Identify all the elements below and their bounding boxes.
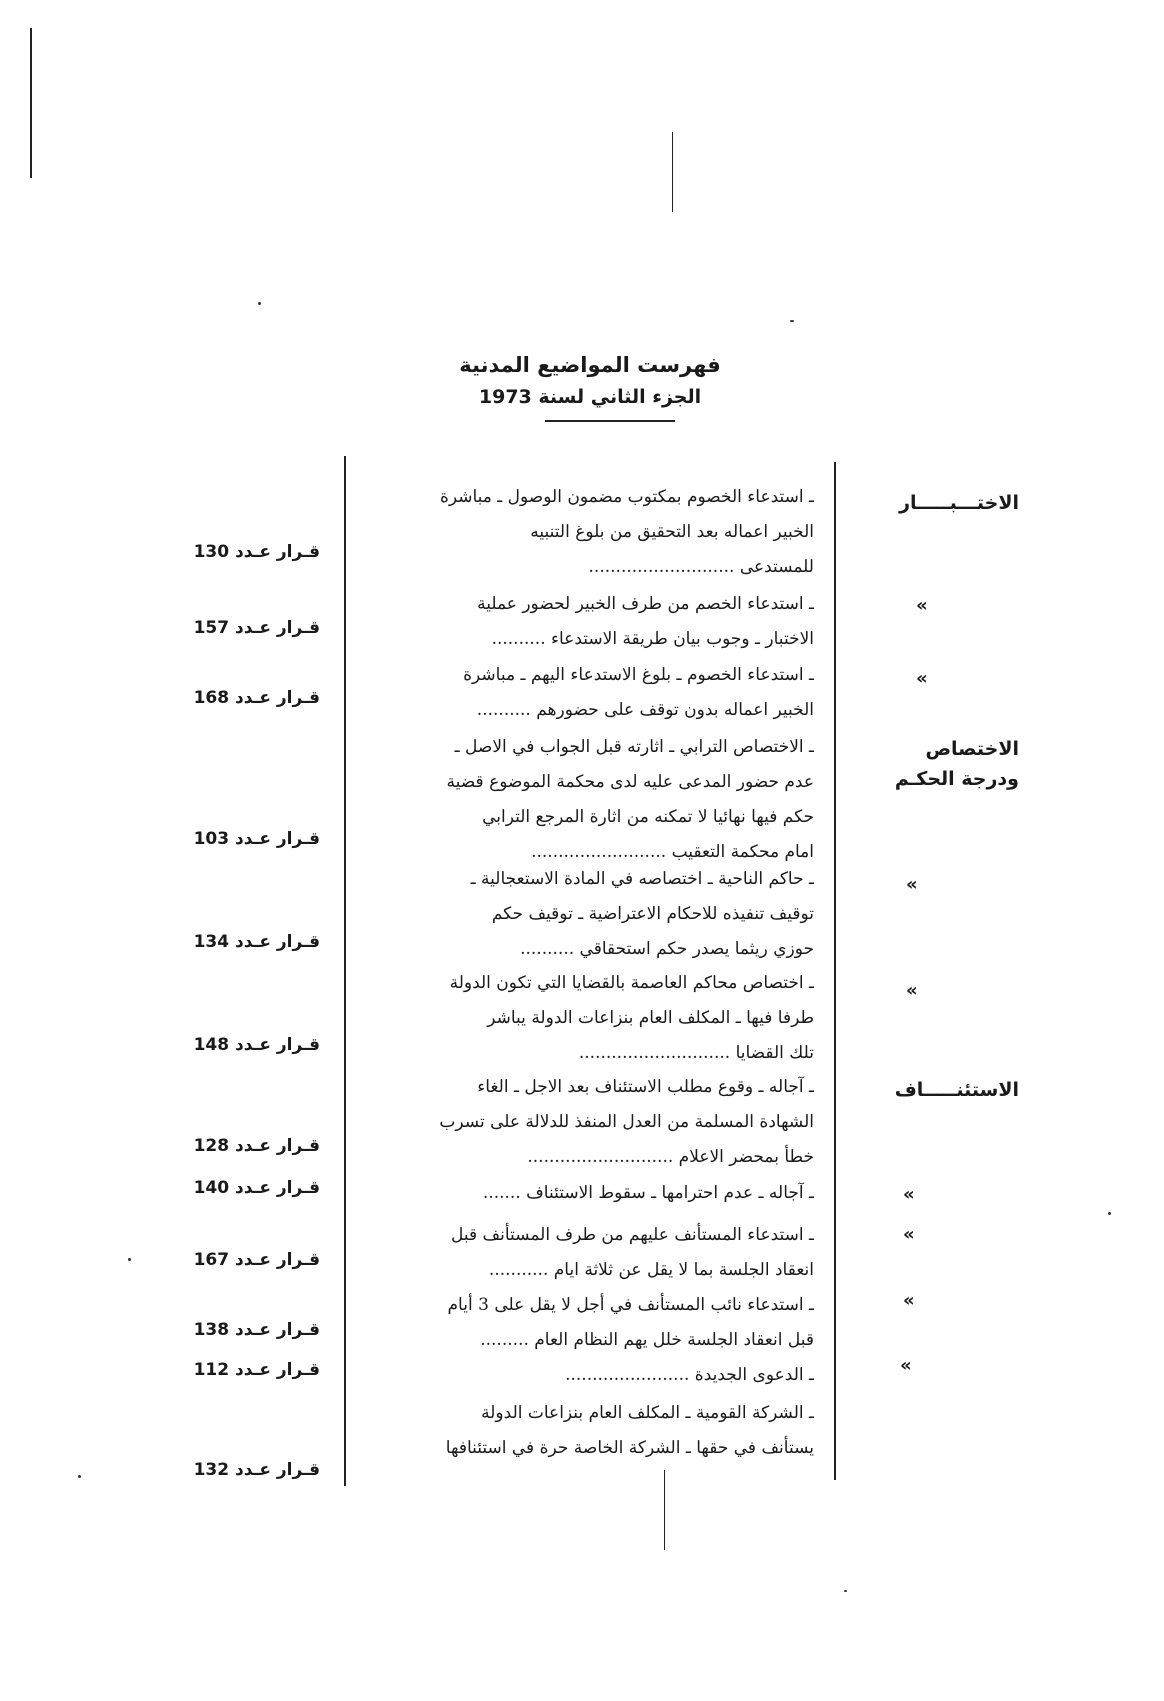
entry-line: انعقاد الجلسة بما لا يقل عن ثلاثة ايام ........... bbox=[488, 1260, 814, 1280]
ditto-mark: » bbox=[916, 668, 928, 689]
scan-speck bbox=[1108, 1212, 1111, 1215]
entry-line: الخبير اعماله بدون توقف على حضورهم .......... bbox=[476, 700, 814, 720]
decision-reference: قـرار عـدد 112 bbox=[193, 1360, 320, 1380]
entry-line: ـ الدعوى الجديدة ....................... bbox=[565, 1365, 814, 1385]
scan-speck bbox=[258, 302, 261, 305]
scan-speck bbox=[78, 1475, 81, 1478]
ditto-mark: » bbox=[906, 874, 918, 895]
decision-reference: قـرار عـدد 138 bbox=[193, 1320, 320, 1340]
entry-line: حكم فيها نهائيا لا تمكنه من اثارة المرجع الترابي bbox=[482, 807, 814, 827]
decision-reference: قـرار عـدد 140 bbox=[193, 1178, 320, 1198]
ditto-mark: » bbox=[916, 595, 928, 616]
entry-line: الخبير اعماله بعد التحقيق من بلوغ التنبيه bbox=[530, 522, 814, 542]
entry-line: ـ استدعاء نائب المستأنف في أجل لا يقل على 3 أيام bbox=[447, 1295, 814, 1315]
index-title: فهرست المواضيع المدنية bbox=[459, 353, 721, 377]
index-entry bbox=[354, 730, 814, 870]
scan-speck bbox=[790, 320, 794, 322]
entry-line: ـ استدعاء الخصوم ـ بلوغ الاستدعاء اليهم ـ مباشرة bbox=[463, 665, 814, 685]
entry-line: يستأنف في حقها ـ الشركة الخاصة حرة في استئنافها bbox=[445, 1438, 814, 1458]
ditto-mark: » bbox=[903, 1224, 915, 1245]
decision-reference: قـرار عـدد 128 bbox=[193, 1136, 320, 1156]
index-heading bbox=[400, 348, 780, 412]
index-entry bbox=[354, 1070, 814, 1175]
entry-line: ـ اختصاص محاكم العاصمة بالقضايا التي تكون الدولة bbox=[449, 973, 814, 993]
decision-reference: قـرار عـدد 103 bbox=[193, 829, 320, 849]
entry-line: ـ الشركة القومية ـ المكلف العام بنزاعات الدولة bbox=[481, 1403, 814, 1423]
index-entry bbox=[354, 587, 814, 657]
scan-speck bbox=[128, 1258, 131, 1261]
index-entry bbox=[354, 1218, 814, 1288]
ditto-mark: » bbox=[903, 1184, 915, 1205]
entry-line: ـ حاكم الناحية ـ اختصاصه في المادة الاستعجالية ـ bbox=[470, 869, 814, 889]
index-entry bbox=[354, 480, 814, 585]
entry-line: ـ الاختصاص الترابي ـ اثارته قبل الجواب في الاصل ـ bbox=[454, 737, 814, 757]
scan-speck bbox=[844, 1590, 847, 1592]
entry-line: تلك القضايا ............................ bbox=[578, 1043, 814, 1063]
index-entry bbox=[354, 1176, 814, 1211]
fold-line-bottom bbox=[664, 1470, 665, 1550]
column-rule-right bbox=[834, 462, 836, 1480]
index-entry bbox=[354, 1358, 814, 1393]
subject-heading: الاختصاص ودرجة الحكـم bbox=[894, 738, 1019, 790]
index-entry bbox=[354, 1288, 814, 1358]
entry-line: امام محكمة التعقيب ......................... bbox=[531, 842, 814, 862]
decision-reference: قـرار عـدد 132 bbox=[193, 1460, 320, 1480]
fold-line-top bbox=[672, 132, 673, 212]
subtitle-underline bbox=[545, 420, 675, 422]
entry-line: الشهادة المسلمة من العدل المنفذ للدلالة على تسرب bbox=[439, 1112, 814, 1132]
entry-line: ـ استدعاء الخصوم بمكتوب مضمون الوصول ـ مباشرة bbox=[439, 487, 814, 507]
column-rule-left bbox=[344, 456, 346, 1486]
entry-line: قبل انعقاد الجلسة خلل يهم النظام العام ......... bbox=[480, 1330, 814, 1350]
decision-reference: قـرار عـدد 148 bbox=[193, 1035, 320, 1055]
entry-line: ـ استدعاء الخصم من طرف الخبير لحضور عملية bbox=[477, 594, 814, 614]
index-entry bbox=[354, 1396, 814, 1466]
entry-line: ـ آجاله ـ عدم احترامها ـ سقوط الاستئناف ....... bbox=[482, 1183, 814, 1203]
entry-line: حوزي ريثما يصدر حكم استحقاقي .......... bbox=[520, 939, 814, 959]
entry-line: طرفا فيها ـ المكلف العام بنزاعات الدولة يباشر bbox=[487, 1008, 814, 1028]
index-entry bbox=[354, 966, 814, 1071]
index-entry bbox=[354, 862, 814, 967]
entry-line: توقيف تنفيذه للاحكام الاعتراضية ـ توقيف حكم bbox=[491, 904, 814, 924]
entry-line: ـ آجاله ـ وقوع مطلب الاستئناف بعد الاجل ـ الغاء bbox=[477, 1077, 814, 1097]
decision-reference: قـرار عـدد 134 bbox=[193, 932, 320, 952]
decision-reference: قـرار عـدد 167 bbox=[193, 1250, 320, 1270]
index-entry bbox=[354, 658, 814, 728]
entry-line: للمستدعى ........................... bbox=[588, 557, 814, 577]
decision-reference: قـرار عـدد 168 bbox=[193, 688, 320, 708]
entry-line: عدم حضور المدعى عليه لدى محكمة الموضوع قضية bbox=[446, 772, 814, 792]
ditto-mark: » bbox=[906, 980, 918, 1001]
index-subtitle: الجزء الثاني لسنة 1973 bbox=[478, 386, 702, 408]
ditto-mark: » bbox=[903, 1290, 915, 1311]
ditto-mark: » bbox=[900, 1355, 912, 1376]
decision-reference: قـرار عـدد 157 bbox=[193, 618, 320, 638]
decision-reference: قـرار عـدد 130 bbox=[193, 542, 320, 562]
entry-line: ـ استدعاء المستأنف عليهم من طرف المستأنف قبل bbox=[451, 1225, 814, 1245]
subject-heading: الاختـــبـــــار bbox=[899, 492, 1019, 514]
scan-edge-line bbox=[30, 28, 32, 178]
entry-line: الاختبار ـ وجوب بيان طريقة الاستدعاء .......... bbox=[491, 629, 814, 649]
entry-line: خطأ بمحضر الاعلام ........................... bbox=[527, 1147, 814, 1167]
subject-heading: الاستئنـــــاف bbox=[894, 1079, 1019, 1101]
